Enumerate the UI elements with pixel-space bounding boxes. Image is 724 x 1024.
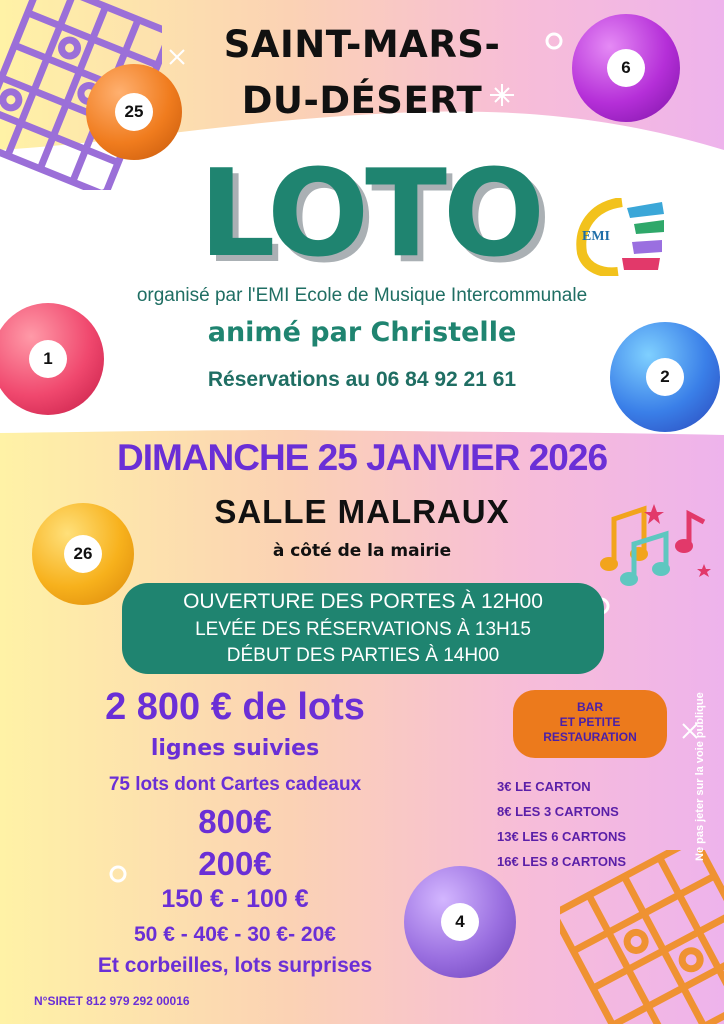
- town-name-line2: DU-DÉSERT: [241, 79, 483, 122]
- bar-line3: RESTAURATION: [543, 730, 637, 744]
- schedule-box: [122, 583, 604, 674]
- price-3-cards: 8€ LES 3 CARTONS: [497, 804, 619, 819]
- bar-box: [513, 690, 667, 758]
- ball-number: 6: [607, 49, 645, 87]
- ball-number: 2: [646, 358, 684, 396]
- event-venue: SALLE MALRAUX: [214, 493, 510, 530]
- emi-logo: [572, 198, 668, 276]
- prize-50-20: 50 € - 40€ - 30 €- 20€: [134, 923, 336, 946]
- price-1-card: 3€ LE CARTON: [497, 779, 591, 794]
- ball-number: 25: [115, 93, 153, 131]
- svg-text:EMI: EMI: [582, 229, 610, 244]
- prize-150-100: 150 € - 100 €: [161, 885, 309, 913]
- prizes-count: 75 lots dont Cartes cadeaux: [108, 774, 362, 795]
- town-name-line1: SAINT-MARS-: [223, 23, 501, 66]
- price-6-cards: 13€ LES 6 CARTONS: [497, 829, 627, 844]
- prizes-lines: lignes suivies: [150, 736, 320, 761]
- host-line: animé par Christelle: [207, 317, 517, 348]
- reservation-phone: Réservations au 06 84 92 21 61: [207, 368, 517, 391]
- siret-number: N°SIRET 812 979 292 00016: [34, 994, 190, 1008]
- bar-line2: ET PETITE: [559, 715, 621, 729]
- ball-number: 4: [441, 903, 479, 941]
- price-8-cards: 16€ LES 8 CARTONS: [497, 854, 627, 869]
- bar-line1: BAR: [577, 700, 603, 714]
- schedule-opening: OUVERTURE DES PORTES À 12H00: [183, 590, 543, 613]
- venue-note: à côté de la mairie: [272, 541, 452, 561]
- schedule-start: DÉBUT DES PARTIES À 14H00: [226, 645, 500, 666]
- ball-number: 26: [64, 535, 102, 573]
- schedule-reservations: LEVÉE DES RÉSERVATIONS À 13H15: [195, 619, 531, 640]
- prize-extras: Et corbeilles, lots surprises: [97, 954, 373, 977]
- event-date: DIMANCHE 25 JANVIER 2026: [116, 437, 608, 478]
- organizer-line: organisé par l'EMI Ecole de Musique Intercommunale: [136, 285, 588, 306]
- ball-number: 1: [29, 340, 67, 378]
- prizes-total: 2 800 € de lots: [105, 686, 365, 728]
- loto-title: LOTO: [198, 145, 542, 284]
- prize-200: 200€: [198, 845, 272, 882]
- prize-800: 800€: [198, 803, 272, 840]
- disposal-note: Ne pas jeter sur la voie publique: [694, 692, 706, 861]
